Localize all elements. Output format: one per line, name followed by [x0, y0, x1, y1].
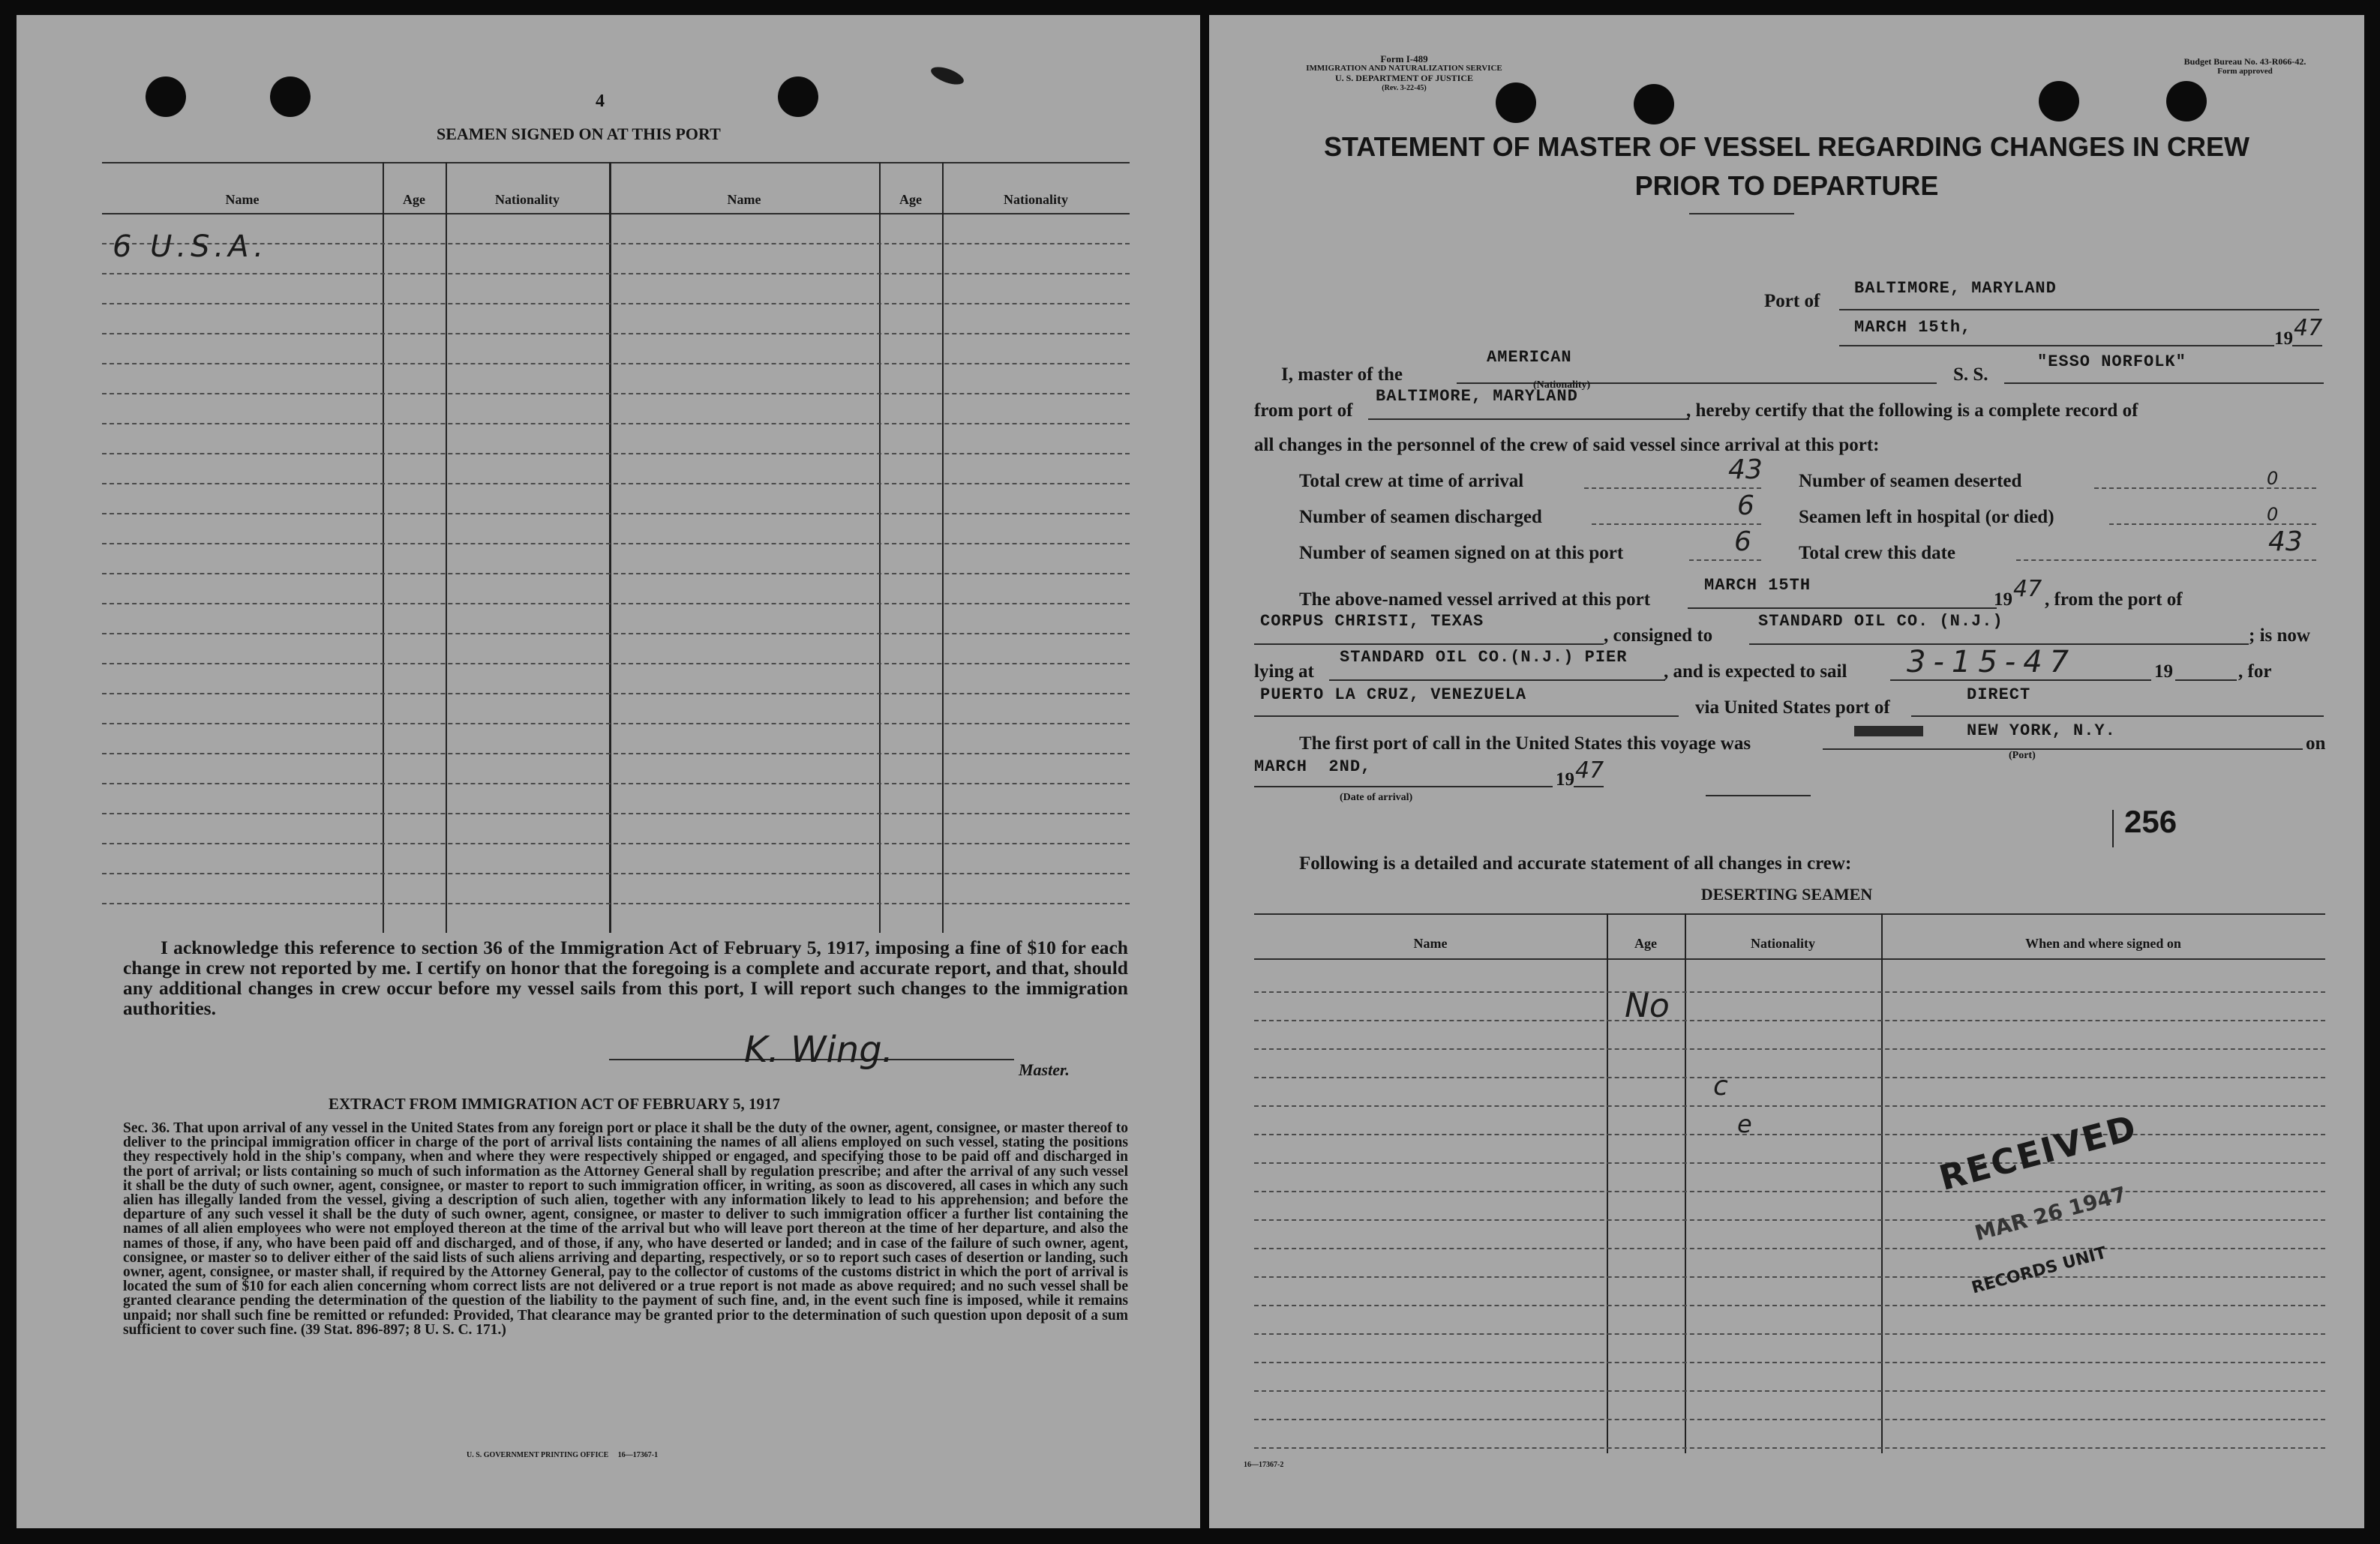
table-row	[102, 603, 1130, 604]
file-number: 256	[2124, 804, 2177, 839]
table-row	[1254, 1191, 2325, 1192]
on-label: on	[2306, 733, 2326, 754]
expected-label: , and is expected to sail	[1664, 661, 1847, 682]
master-signature: K. Wing.	[744, 1029, 893, 1071]
table-row	[1254, 1048, 2325, 1050]
title-rule	[1689, 213, 1794, 214]
table-row	[1254, 1276, 2325, 1278]
right-page	[1209, 15, 2364, 1528]
table-row	[1254, 1447, 2325, 1449]
col-header-nationality-2: Nationality	[1003, 192, 1068, 207]
form-title-line1: STATEMENT OF MASTER OF VESSEL REGARDING CHANGES IN CREW	[1323, 131, 2250, 162]
ss-label: S. S.	[1953, 364, 1988, 385]
handwritten-mark: e	[1737, 1110, 1752, 1138]
table-row	[102, 663, 1130, 664]
is-now-label: ; is now	[2249, 625, 2310, 646]
date-year: 47	[2294, 315, 2323, 341]
department-name: U. S. DEPARTMENT OF JUSTICE	[1334, 73, 1474, 83]
desert-col-signed-on: When and where signed on	[2025, 936, 2181, 951]
desert-col-nationality: Nationality	[1750, 936, 1815, 951]
table-row	[1254, 1219, 2325, 1221]
form-title-line2: PRIOR TO DEPARTURE	[1634, 170, 1939, 201]
master-label: Master.	[1019, 1060, 1070, 1079]
nationality-value: AMERICAN	[1487, 348, 1572, 367]
col-header-age: Age	[403, 192, 425, 207]
table-row	[1254, 1020, 2325, 1021]
certify-text-2: all changes in the personnel of the crew of said vessel since arrival at this port:	[1254, 435, 1880, 455]
table-row	[102, 543, 1130, 544]
certify-text: , hereby certify that the following is a complete record of	[1686, 400, 2138, 421]
form-number: Form I-489	[1380, 53, 1428, 64]
table-row	[102, 423, 1130, 424]
first-call-port: NEW YORK, N.Y.	[1967, 721, 2116, 740]
first-call-year-prefix: 19	[1556, 769, 1574, 790]
sail-year-prefix: 19	[2154, 661, 2173, 682]
table-row	[1254, 1105, 2325, 1107]
from-port-value: BALTIMORE, MARYLAND	[1376, 387, 1578, 406]
table-row	[102, 333, 1130, 334]
table-row	[1254, 991, 2325, 993]
discharged-label: Number of seamen discharged	[1299, 507, 1542, 527]
desert-col-age: Age	[1634, 936, 1657, 951]
total-crew-date-label: Total crew this date	[1799, 543, 1956, 563]
table-row	[102, 273, 1130, 274]
first-call-date: MARCH 2ND,	[1254, 757, 1372, 776]
table-row	[1254, 1134, 2325, 1135]
table-row	[1254, 1390, 2325, 1392]
left-page	[17, 15, 1200, 1528]
table-row	[1254, 1162, 2325, 1164]
footer-code: 16—17367-2	[1244, 1461, 1284, 1469]
table-row	[1254, 1248, 2325, 1249]
col-header-name-2: Name	[727, 192, 761, 207]
table-row	[102, 813, 1130, 814]
consignee: STANDARD OIL CO. (N.J.)	[1758, 612, 2003, 631]
signed-on-label: Number of seamen signed on at this port	[1299, 543, 1624, 563]
consigned-to-label: , consigned to	[1604, 625, 1713, 646]
port-value: BALTIMORE, MARYLAND	[1854, 279, 2057, 298]
binder-hole	[2166, 81, 2207, 121]
from-port-label: from port of	[1254, 400, 1353, 421]
arrived-year-prefix: 19	[1994, 589, 2012, 610]
col-header-age-2: Age	[899, 192, 922, 207]
port-caption: (Port)	[2009, 750, 2036, 761]
table-row	[1254, 1333, 2325, 1335]
form-header	[1254, 54, 1554, 93]
hospital-label: Seamen left in hospital (or died)	[1799, 507, 2054, 527]
redacted-text	[1854, 726, 1923, 736]
table-row	[102, 453, 1130, 454]
arrived-year: 47	[2013, 576, 2042, 602]
pencil-mark	[929, 64, 965, 88]
binder-hole	[270, 76, 311, 117]
table-row	[102, 483, 1130, 484]
deserted-label: Number of seamen deserted	[1799, 471, 2022, 491]
acknowledgment-text: I acknowledge this reference to section 36 of the Immigration Act of February 5, 1917, imposing a fine of $10 for each change in crew not reported by me. I certify on honor that the foregoing is a complete and accurate report, and that, should any additional changes in crew occur before my vessel sails from this port, I will report such changes to the immigration authorities.	[123, 937, 1128, 1019]
binder-hole	[2039, 81, 2079, 121]
arrived-label: The above-named vessel arrived at this port	[1299, 589, 1651, 610]
master-of-label: I, master of the	[1281, 364, 1403, 385]
desert-col-name: Name	[1413, 936, 1448, 951]
first-call-year: 47	[1575, 757, 1604, 784]
date-value: MARCH 15th,	[1854, 318, 1972, 337]
records-unit-stamp: RECORDS UNIT	[1969, 1243, 2109, 1298]
vessel-name: "ESSO NORFOLK"	[2037, 352, 2186, 371]
via-port: DIRECT	[1967, 685, 2031, 704]
page-number: 4	[596, 91, 605, 111]
handwritten-mark: c	[1713, 1071, 1728, 1102]
table-row	[102, 753, 1130, 754]
table-row	[1254, 1362, 2325, 1363]
total-crew-arrival-label: Total crew at time of arrival	[1299, 471, 1524, 491]
form-approved: Form approved	[2217, 67, 2273, 76]
from-the-port-label: , from the port of	[2045, 589, 2183, 610]
table-row	[1254, 1419, 2325, 1420]
date-arrival-caption: (Date of arrival)	[1340, 792, 1413, 803]
budget-info	[2144, 57, 2346, 76]
col-header-name: Name	[225, 192, 260, 207]
arrived-date: MARCH 15TH	[1704, 576, 1811, 595]
nationality-caption: (Nationality)	[1533, 379, 1591, 391]
signed-on-table	[102, 162, 1130, 933]
origin-port: CORPUS CHRISTI, TEXAS	[1260, 612, 1484, 631]
table-row	[102, 903, 1130, 904]
table-row	[102, 723, 1130, 724]
form-title	[1209, 127, 2364, 205]
col-header-nationality: Nationality	[494, 192, 560, 207]
port-label: Port of	[1764, 291, 1820, 311]
berth: STANDARD OIL CO.(N.J.) PIER	[1340, 648, 1628, 667]
table-row	[102, 783, 1130, 784]
total-crew-arrival: 43	[1728, 454, 1763, 485]
table-row	[102, 873, 1130, 874]
table-row	[102, 393, 1130, 394]
table-row	[1254, 1077, 2325, 1078]
discharged-count: 6	[1737, 490, 1754, 521]
separator-rule	[1706, 795, 1811, 796]
via-label: via United States port of	[1695, 697, 1890, 718]
deserting-table	[1254, 913, 2325, 1453]
table-row	[102, 513, 1130, 514]
printing-office: U. S. GOVERNMENT PRINTING OFFICE 16—17367-1	[467, 1451, 659, 1459]
for-label: , for	[2238, 661, 2272, 682]
received-stamp-date: MAR 26 1947	[1972, 1181, 2129, 1246]
binder-hole	[146, 76, 186, 117]
table-row	[102, 363, 1130, 364]
binder-hole	[778, 76, 818, 117]
agency-name: IMMIGRATION AND NATURALIZATION SERVICE	[1306, 64, 1502, 73]
total-crew-date: 43	[2268, 526, 2303, 557]
handwritten-none: No	[1625, 987, 1670, 1025]
received-stamp: RECEIVED	[1934, 1106, 2141, 1199]
hospital-count: 0	[2267, 504, 2279, 525]
extract-text: Sec. 36. That upon arrival of any vessel in the United States from any foreign port or place it shall be the duty of the owner, agent, consignee, or master thereof to deliver to the principal immigration officer in charge of the port of arrival lists containing the names of all aliens employed on such vessel, stating the positions they respectively hold in the ship's company, when and where they were respectively shipped or engaged, and specifying those to be paid off and discharged in the port of arrival; or lists containing so much of such information as the Attorney General shall by regulation prescribe; and after the arrival of any such vessel it shall be the duty of such owner, agent, consignee, or master to report to such immigration officer, in writing, as soon as discovered, all cases in which any such alien has illegally landed from the vessel, giving a description of such alien, together with any information likely to lead to his apprehension; and before the departure of any such vessel it shall be the duty of such owner, agent, consignee, or master to deliver to such immigration officer a further list containing the names of all alien employees who were not employed thereon at the time of the arrival but who will leave port thereon at the time of her departure, and also the names of those, if any, who have been paid off and discharged, and of those, if any, who have deserted or landed; and in case of the failure of such owner, agent, consignee, or master so to deliver either of the said lists of such aliens arriving and departing, respectively, or so to report such cases of desertion or landing, such owner, agent, consignee, or master shall, if required by the Attorney General, pay to the collector of customs of the customs district in which the port of arrival is located the sum of $10 for each alien concerning whom correct lists are not delivered or a true report is not made as above required; and no such vessel shall be granted clearance pending the determination of the question of the liability to the payment of such fine, and, in the event such fine is imposed, while it remains unpaid; nor shall such fine be remitted or refunded: Provided, That clearance may be granted prior to the determination of such question upon deposit of a sum sufficient to cover such fine. (39 Stat. 896-897; 8 U. S. C. 171.)	[123, 1120, 1128, 1338]
signed-on-title: SEAMEN SIGNED ON AT THIS PORT	[437, 124, 721, 143]
file-number-mark	[2112, 810, 2114, 847]
table-row	[102, 693, 1130, 694]
first-call-label: The first port of call in the United States this voyage was	[1299, 733, 1751, 754]
table-row	[102, 843, 1130, 844]
extract-title: EXTRACT FROM IMMIGRATION ACT OF FEBRUARY 5, 1917	[329, 1095, 781, 1113]
budget-number: Budget Bureau No. 43-R066-42.	[2183, 56, 2306, 67]
deserting-title: DESERTING SEAMEN	[1700, 885, 1873, 904]
table-row	[102, 633, 1130, 634]
lying-at-label: lying at	[1254, 661, 1314, 682]
handwritten-entry: 6 U.S.A.	[113, 229, 269, 264]
deserted-count: 0	[2267, 468, 2279, 489]
table-row	[102, 303, 1130, 304]
signed-on-count: 6	[1734, 526, 1751, 557]
destination: PUERTO LA CRUZ, VENEZUELA	[1260, 685, 1527, 704]
binder-hole	[1634, 84, 1674, 124]
following-text: Following is a detailed and accurate statement of all changes in crew:	[1299, 853, 1852, 874]
date-year-prefix: 19	[2274, 328, 2293, 349]
table-row	[102, 573, 1130, 574]
table-row	[1254, 1305, 2325, 1306]
form-revision: (Rev. 3-22-45)	[1382, 84, 1427, 92]
sail-date: 3-15-47	[1907, 645, 2077, 679]
